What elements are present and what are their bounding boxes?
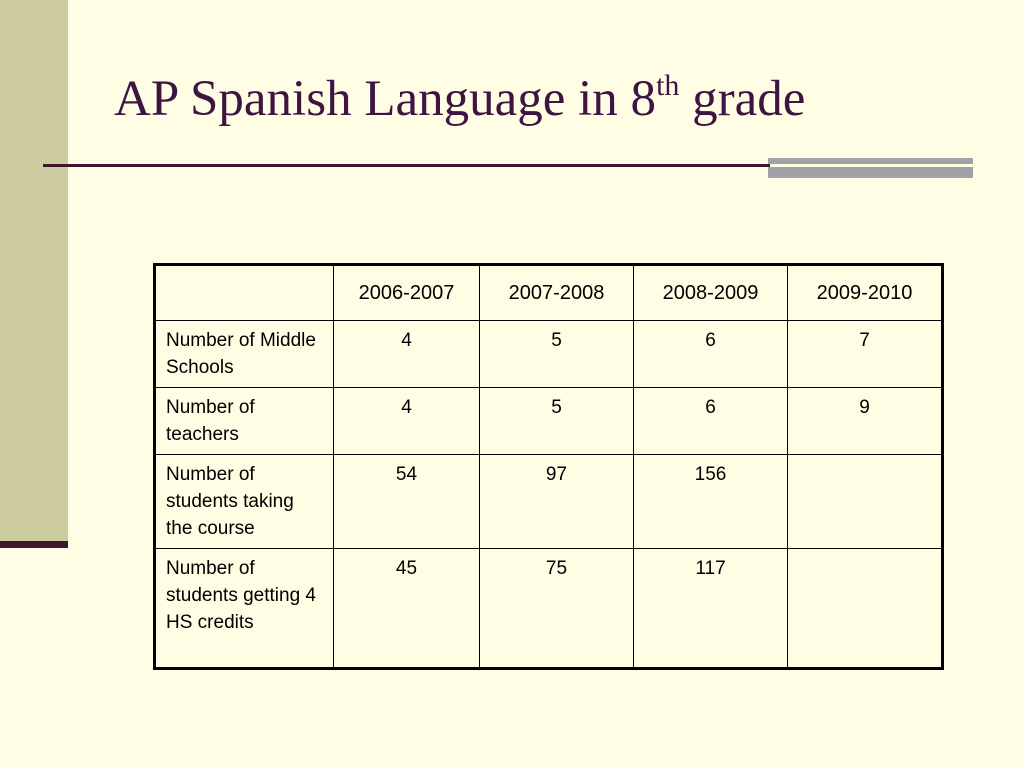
data-table: [153, 263, 944, 670]
table-cell: 6: [634, 388, 788, 455]
table-cell: 54: [334, 455, 480, 549]
table-row: [155, 321, 943, 388]
row-label: Number of Middle Schools: [155, 321, 334, 388]
header-year: 2006-2007: [334, 265, 480, 321]
table-row: [155, 549, 943, 669]
table-cell: 6: [634, 321, 788, 388]
table-cell: 45: [334, 549, 480, 669]
row-label: Number of teachers: [155, 388, 334, 455]
table-cell: [788, 455, 943, 549]
side-band: [0, 0, 68, 541]
table-row: [155, 455, 943, 549]
slide-title: [114, 64, 805, 134]
table-cell: 4: [334, 388, 480, 455]
side-rule: [0, 541, 68, 548]
table-cell: [788, 549, 943, 669]
table-cell: 9: [788, 388, 943, 455]
table-cell: 5: [480, 388, 634, 455]
table-cell: 156: [634, 455, 788, 549]
row-label: Number of students taking the course: [155, 455, 334, 549]
header-year: 2008-2009: [634, 265, 788, 321]
header-year: 2007-2008: [480, 265, 634, 321]
table-cell: 117: [634, 549, 788, 669]
title-underline: [43, 164, 770, 167]
header-row: [155, 265, 943, 321]
table-cell: 7: [788, 321, 943, 388]
header-year: 2009-2010: [788, 265, 943, 321]
table-cell: 75: [480, 549, 634, 669]
table-cell: 5: [480, 321, 634, 388]
title-main: AP Spanish Language in 8: [114, 71, 657, 127]
title-superscript: th: [656, 69, 680, 102]
table-cell: 97: [480, 455, 634, 549]
accent-bar: [768, 158, 973, 178]
table-row: [155, 388, 943, 455]
table-cell: 4: [334, 321, 480, 388]
header-corner: [155, 265, 334, 321]
title-end: grade: [679, 71, 806, 127]
row-label: Number of students getting 4 HS credits: [155, 549, 334, 669]
